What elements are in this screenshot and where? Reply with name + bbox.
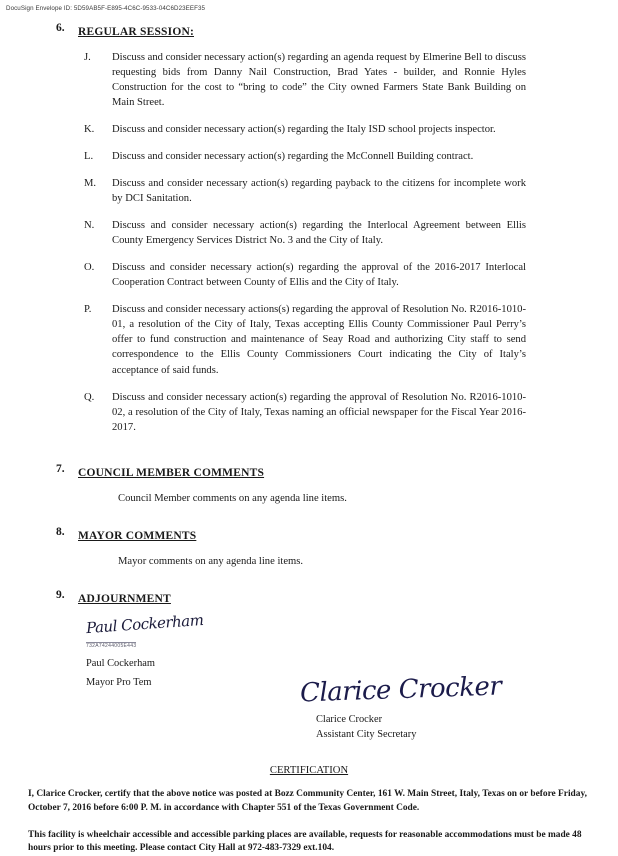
agenda-item-letter: M. [84,178,97,190]
section-title: COUNCIL MEMBER COMMENTS [78,466,265,479]
signature-image-paul-cockerham: Paul Cockerham [85,611,204,638]
signature-area [0,613,618,753]
agenda-item-letter: P. [84,304,92,316]
agenda-item-text: Discuss and consider necessary action(s) regarding payback to the citizens for incomplete work by DCI Sanitation. [112,178,526,205]
signature-block-assistant-city-secretary [299,671,540,742]
agenda-item-text: Discuss and consider necessary action(s) regarding the approval of the 2016-2017 Interlocal Cooperation Contract between County of Ellis and the City of Italy. [112,262,526,289]
agenda-item-text: Discuss and consider necessary action(s) regarding the Interlocal Agreement between Ellis County Emergency Services District No. 3 and the City of Italy. [112,220,526,247]
section-title: REGULAR SESSION: [78,26,194,38]
agenda-item [78,302,578,377]
agenda-item [78,260,578,290]
section-mayor-comments [0,526,618,569]
agenda-item-letter: O. [84,262,95,274]
signer-name: Clarice Crocker [316,714,383,726]
signature-image-clarice-crocker: Clarice Crocker [299,671,502,709]
section-regular-session [0,22,618,435]
certification-paragraph-posting: I, Clarice Crocker, certify that the above notice was posted at Bozz Community Center, 161 W. Main Street, Italy, Texas on or before Friday, October 7, 2016 before 6:00 P. M. in accordance with Chapter 551 of the Texas Government Code. [28,789,587,813]
agenda-item-letter: L. [84,151,94,163]
section-number: 9. [56,589,65,602]
agenda-item [78,149,578,164]
signer-title: Assistant City Secretary [316,728,417,740]
agenda-item [78,50,578,110]
section-number: 6. [56,22,65,34]
agenda-item-letter: J. [84,52,91,63]
agenda-item [78,390,578,435]
section-number: 7. [56,462,65,475]
certification-heading: CERTIFICATION [269,765,349,777]
agenda-item-letter: K. [84,124,95,136]
section-title: ADJOURNMENT [78,593,171,606]
docusign-envelope-id: DocuSign Envelope ID: 5D59AB5F-E895-4C6C-9533-04C6D23EEF35 [6,5,206,12]
section-number: 8. [56,525,65,538]
signature-stamp-id: 732A74244005E443 [86,643,137,650]
agenda-item [78,176,578,206]
agenda-item-text: Discuss and consider necessary action(s) regarding the McConnell Building contract. [112,151,474,163]
signer-name: Paul Cockerham [86,658,155,670]
document-content [0,22,618,856]
section-council-member-comments [0,463,618,506]
certification-paragraph-accessibility: This facility is wheelchair accessible and accessible parking places are available, requests for reasonable accommodations must be made 48 hours prior to this meeting. Please contact City Hall at 972-483-7329 ext.104. [28,830,582,854]
agenda-item-text: Discuss and consider necessary actions(s) regarding the approval of Resolution No. R2016-1010-01, a resolution of the City of Italy, Texas accepting Ellis County Commissioner Paul Perry’s offer to fund construction and maintenance of Seay Road and authorizing City staff to send correspondence to the Ellis County Commissioners Court indicating the City of Italy’s acceptance of said funds. [112,304,526,376]
agenda-item-list [78,50,578,435]
section-paragraph: Council Member comments on any agenda line items. [118,492,347,504]
agenda-item [78,122,578,137]
agenda-item-text: Discuss and consider necessary action(s) regarding the approval of Resolution No. R2016-1010-02, a resolution of the City of Italy, Texas naming an official newspaper for the Fiscal Year 2016-2017. [112,391,526,433]
agenda-item-letter: Q. [84,391,95,403]
section-title: MAYOR COMMENTS [78,529,197,542]
section-paragraph: Mayor comments on any agenda line items. [118,555,304,567]
signature-block-mayor-pro-tem [85,611,236,690]
signer-title: Mayor Pro Tem [86,677,152,689]
agenda-item-letter: N. [84,220,95,232]
section-adjournment [0,589,618,607]
agenda-item-text: Discuss and consider necessary action(s) regarding the Italy ISD school projects inspector. [112,124,496,136]
agenda-item [78,218,578,248]
agenda-item-text: Discuss and consider necessary action(s) regarding an agenda request by Elmerine Bell to discuss requesting bids from Danny Nail Construction, Brad Yates - builder, and Ronnie Hyles Construction for the cost to “bring to code” the City owned Farmers State Bank Building on Main Street. [112,52,526,109]
